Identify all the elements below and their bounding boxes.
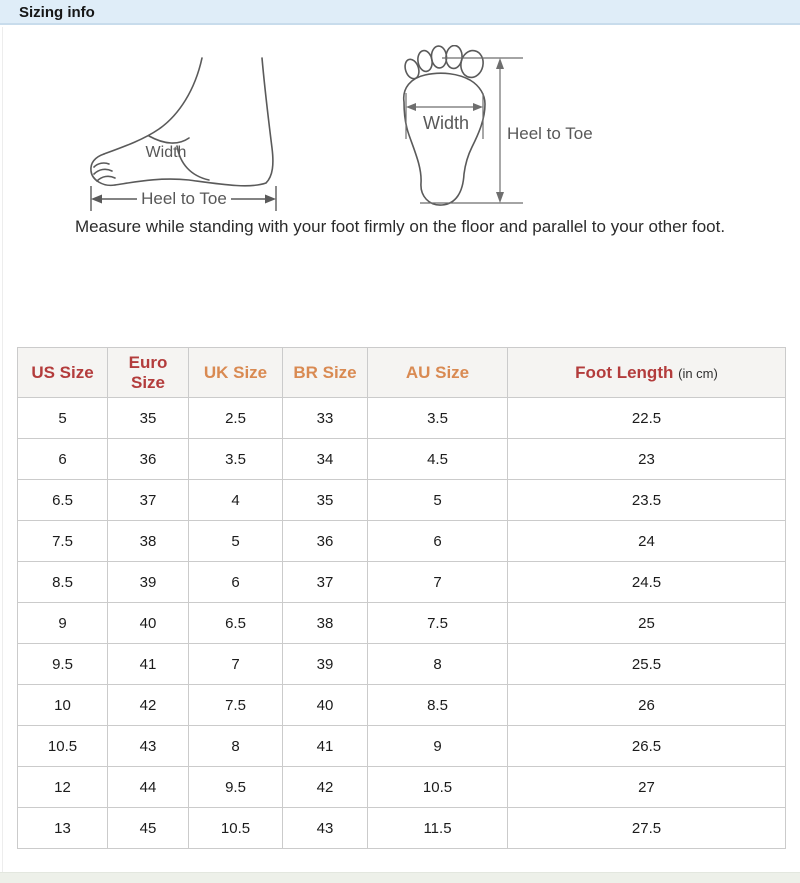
foot-sole-view-diagram (390, 45, 625, 215)
table-cell: 7 (368, 562, 508, 603)
table-row (18, 398, 786, 439)
table-row (18, 767, 786, 808)
table-cell: 38 (108, 521, 189, 562)
table-cell: 23.5 (508, 480, 786, 521)
table-cell: 7.5 (18, 521, 108, 562)
table-cell: 2.5 (189, 398, 283, 439)
table-cell: 9.5 (18, 644, 108, 685)
table-cell: 10.5 (189, 808, 283, 849)
table-cell: 25.5 (508, 644, 786, 685)
table-row (18, 685, 786, 726)
table-cell: 35 (108, 398, 189, 439)
table-row (18, 808, 786, 849)
table-cell: 41 (283, 726, 368, 767)
column-header-br-size: BR Size (283, 348, 368, 398)
table-cell: 8.5 (368, 685, 508, 726)
table-cell: 39 (108, 562, 189, 603)
table-cell: 6.5 (189, 603, 283, 644)
table-cell: 22.5 (508, 398, 786, 439)
table-cell: 26.5 (508, 726, 786, 767)
section-title: Sizing info (19, 4, 95, 21)
page-left-border (2, 27, 3, 883)
table-cell: 5 (189, 521, 283, 562)
table-cell: 4 (189, 480, 283, 521)
sole-view-width-label: Width (422, 113, 470, 133)
table-cell: 11.5 (368, 808, 508, 849)
table-cell: 41 (108, 644, 189, 685)
table-cell: 27 (508, 767, 786, 808)
table-cell: 8.5 (18, 562, 108, 603)
table-cell: 26 (508, 685, 786, 726)
table-cell: 6 (18, 439, 108, 480)
table-cell: 36 (108, 439, 189, 480)
table-cell: 7 (189, 644, 283, 685)
measurement-instructions: Measure while standing with your foot firmly on the floor and parallel to your other foot. (74, 217, 726, 236)
table-cell: 42 (283, 767, 368, 808)
size-conversion-table-container (17, 347, 786, 849)
table-cell: 27.5 (508, 808, 786, 849)
table-cell: 33 (283, 398, 368, 439)
table-cell: 8 (368, 644, 508, 685)
side-view-width-label: Width (145, 144, 187, 161)
column-header-foot-length (508, 348, 786, 398)
foot-length-label: Foot Length (575, 362, 674, 382)
table-cell: 12 (18, 767, 108, 808)
table-cell: 10.5 (368, 767, 508, 808)
table-cell: 5 (368, 480, 508, 521)
table-cell: 3.5 (189, 439, 283, 480)
table-cell: 37 (108, 480, 189, 521)
table-cell: 37 (283, 562, 368, 603)
foot-side-view-diagram (85, 50, 290, 215)
column-header-euro-size: Euro Size (108, 348, 189, 398)
table-row (18, 480, 786, 521)
table-cell: 8 (189, 726, 283, 767)
table-cell: 38 (283, 603, 368, 644)
table-cell: 35 (283, 480, 368, 521)
table-cell: 39 (283, 644, 368, 685)
table-cell: 6 (368, 521, 508, 562)
sole-view-heel-to-toe-label: Heel to Toe (507, 124, 593, 143)
table-cell: 36 (283, 521, 368, 562)
table-cell: 45 (108, 808, 189, 849)
table-cell: 3.5 (368, 398, 508, 439)
column-header-uk-size: UK Size (189, 348, 283, 398)
table-cell: 9.5 (189, 767, 283, 808)
table-cell: 34 (283, 439, 368, 480)
table-cell: 6.5 (18, 480, 108, 521)
table-body (18, 398, 786, 849)
table-row (18, 603, 786, 644)
table-cell: 24.5 (508, 562, 786, 603)
column-header-us-size: US Size (18, 348, 108, 398)
table-cell: 10 (18, 685, 108, 726)
next-section-divider (0, 872, 800, 883)
table-row (18, 644, 786, 685)
table-row (18, 726, 786, 767)
table-header-row (18, 348, 786, 398)
table-cell: 4.5 (368, 439, 508, 480)
table-cell: 7.5 (368, 603, 508, 644)
foot-side-outline (91, 58, 273, 186)
size-conversion-table (17, 347, 786, 849)
table-cell: 9 (368, 726, 508, 767)
table-cell: 23 (508, 439, 786, 480)
table-cell: 43 (108, 726, 189, 767)
table-cell: 24 (508, 521, 786, 562)
table-cell: 7.5 (189, 685, 283, 726)
table-row (18, 562, 786, 603)
column-header-au-size: AU Size (368, 348, 508, 398)
table-cell: 42 (108, 685, 189, 726)
table-cell: 25 (508, 603, 786, 644)
table-row (18, 439, 786, 480)
section-title-bar (0, 0, 800, 25)
foot-length-unit: (in cm) (678, 365, 718, 381)
table-cell: 10.5 (18, 726, 108, 767)
table-cell: 40 (283, 685, 368, 726)
table-cell: 6 (189, 562, 283, 603)
side-view-heel-to-toe-label: Heel to Toe (141, 189, 227, 208)
table-cell: 5 (18, 398, 108, 439)
table-cell: 43 (283, 808, 368, 849)
table-cell: 44 (108, 767, 189, 808)
table-row (18, 521, 786, 562)
table-cell: 13 (18, 808, 108, 849)
table-cell: 40 (108, 603, 189, 644)
table-cell: 9 (18, 603, 108, 644)
